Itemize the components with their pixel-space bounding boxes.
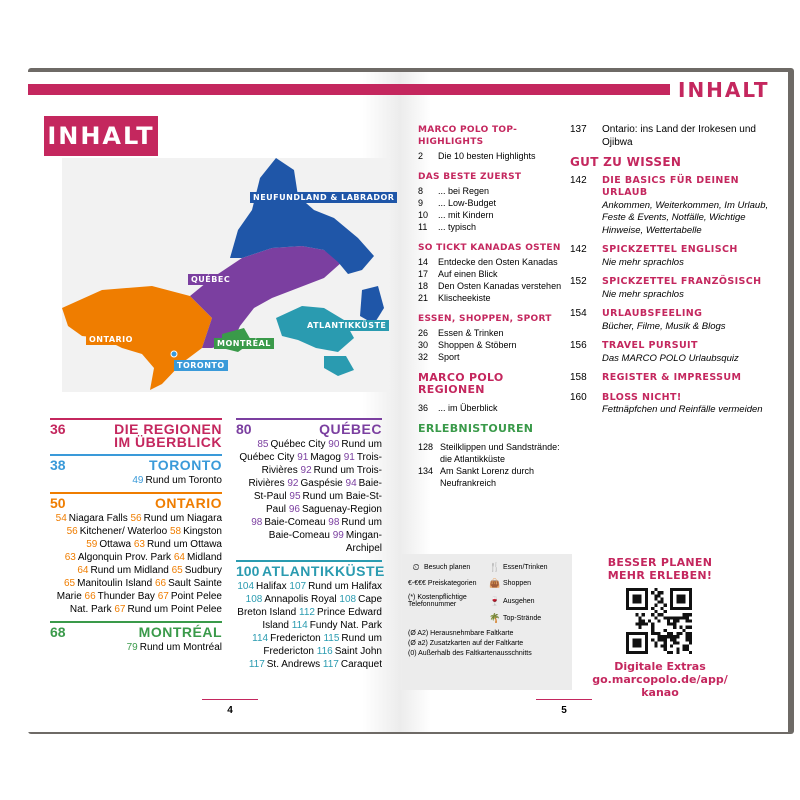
legend-left-label: €-€€€ Preiskategorien (408, 580, 477, 587)
toc-entry-page: 8 (418, 186, 424, 196)
region-title: ATLANTIKKÜSTE (262, 563, 385, 579)
toc-entry[interactable] (570, 175, 778, 238)
toc-entry-page: 21 (418, 293, 429, 303)
region-item-page: 108 (245, 594, 263, 605)
legend-row (408, 578, 566, 589)
toc-entry-title: DIE BASICS FÜR DEINEN URLAUB (602, 174, 740, 198)
toc-entry (570, 124, 778, 149)
toc-entry-page: 128 (418, 442, 434, 452)
legend-fine-line: (0) Außerhalb des Faltkartenausschnitts (408, 650, 532, 657)
region-item-page: 66 (84, 591, 96, 602)
map-marker-toronto (171, 351, 177, 357)
toc-entry-title: BLOSS NICHT! (602, 391, 682, 403)
region-item-page: 79 (126, 642, 138, 653)
toc-entry[interactable] (418, 150, 568, 162)
toc-group-heading: DAS BESTE ZUERST (418, 172, 522, 182)
region-item-title[interactable]: Magog (310, 452, 341, 463)
toc-entry-title: ... Low-Budget (438, 198, 497, 208)
toc-entry-title: ... typisch (438, 222, 477, 232)
region-item-title[interactable]: Ottawa (99, 539, 132, 550)
toc-entry-page: 18 (418, 281, 429, 291)
region-item-title[interactable]: Rund um Toronto (145, 475, 222, 486)
legend-rows (408, 562, 566, 624)
region-item-page: 98 (251, 517, 263, 528)
toc-entry-page: 134 (418, 466, 434, 476)
region-section-head[interactable] (50, 418, 222, 449)
toc-entry-title: Den Osten Kanadas verstehen (438, 281, 562, 291)
toc-entry-page: 30 (418, 340, 429, 350)
legend-left-label: (*) Kostenpflichtige Telefonnummer (408, 594, 467, 608)
map-label-quebec: QUÉBEC (188, 274, 233, 285)
region-column-2 (236, 418, 385, 676)
region-item-title[interactable]: Kingston (183, 526, 222, 537)
toc-entry-title: Die 10 besten Highlights (438, 151, 536, 161)
toc-entry[interactable] (570, 340, 778, 365)
left-page-title: INHALT (44, 116, 158, 156)
region-item-title[interactable]: Rund um Baie-Comeau (268, 517, 382, 541)
qr-code-icon[interactable] (626, 588, 692, 654)
region-item-page: 96 (288, 504, 300, 515)
toc-group (418, 372, 568, 414)
region-column-1 (50, 418, 222, 659)
toc-entry[interactable] (570, 308, 778, 333)
region-item-title[interactable]: Thunder Bay (97, 591, 155, 602)
region-items (236, 438, 382, 555)
region-item-page: 92 (300, 465, 312, 476)
right-page (400, 72, 788, 732)
legend-right (487, 596, 566, 607)
toc-entry-title: Am Sankt Lorenz durch Neufrankreich (440, 466, 535, 488)
toc-entry-page: 142 (570, 174, 587, 186)
region-section (50, 418, 222, 449)
toc-entry-title: Entdecke den Osten Kanadas (438, 257, 558, 267)
region-item-title[interactable]: Caraquet (340, 659, 382, 670)
toc-entry[interactable] (570, 392, 778, 417)
region-item-title[interactable]: Saguenay-Region (301, 504, 382, 515)
legend-right-label: Top-Strände (503, 615, 542, 622)
right-top-bar (400, 84, 670, 95)
page-number-right: 5 (544, 705, 584, 716)
toc-entry-page: 154 (570, 308, 587, 319)
toc-group-heading: ESSEN, SHOPPEN, SPORT (418, 314, 552, 324)
toc-entry-body (602, 175, 778, 238)
region-item-page: 64 (77, 565, 89, 576)
toc-entry-title: Ontario: ins Land der Irokesen und Ojibwa (602, 124, 756, 148)
map-label-newfoundland: NEUFUNDLAND & LABRADOR (250, 192, 397, 203)
region-items (50, 641, 222, 654)
map-label-toronto: TORONTO (174, 360, 228, 371)
region-item-page: 115 (323, 633, 340, 644)
region-section (50, 454, 222, 487)
toc-entry[interactable] (418, 327, 568, 339)
region-item-title[interactable]: Rund um Baie-St-Paul (266, 491, 382, 515)
region-item-page: 114 (291, 620, 308, 631)
right-big-column (570, 124, 778, 424)
toc-entry-page: 137 (570, 124, 587, 135)
toc-entry-page: 11 (418, 222, 428, 232)
region-item-page: 65 (63, 578, 76, 589)
region-item-title[interactable]: Rund um Halifax (308, 581, 382, 592)
region-item-title[interactable]: Québec City (270, 439, 326, 450)
toc-entry-page: 17 (418, 269, 429, 279)
right-page-title: INHALT (678, 78, 770, 102)
region-item-title[interactable]: Algonquin Prov. Park (77, 552, 172, 563)
toc-entry[interactable] (418, 221, 568, 233)
region-section (236, 418, 382, 555)
legend-row (408, 613, 566, 624)
region-item-page: 107 (289, 581, 307, 592)
region-item-page: 95 (289, 491, 301, 502)
toc-entry-body (602, 340, 739, 365)
region-item-page: 56 (130, 513, 142, 524)
toc-entry[interactable] (570, 372, 778, 385)
region-item-page: 94 (345, 478, 357, 489)
toc-entry[interactable] (418, 465, 568, 489)
toc-entry-subtitle: Nie mehr sprachlos (602, 256, 684, 268)
region-item-title[interactable]: Niagara Falls (68, 513, 128, 524)
region-item-page: 117 (248, 659, 265, 670)
legend-left-label: Besuch planen (424, 564, 471, 571)
region-page-number: 38 (50, 457, 66, 473)
toc-entry-page: 160 (570, 391, 587, 403)
fork-knife-icon: 🍴 (489, 562, 501, 572)
region-page-number: 36 (50, 421, 66, 437)
region-page-number: 50 (50, 495, 66, 511)
toc-entry-page: 142 (570, 244, 587, 255)
legend-right (487, 578, 566, 589)
toc-entry[interactable] (418, 256, 568, 268)
region-title: MONTRÉAL (138, 624, 222, 640)
region-item-title[interactable]: Fundy Nat. Park (309, 620, 382, 631)
legend-left (408, 594, 487, 608)
region-item-page: 66 (154, 578, 167, 589)
toc-entry[interactable] (418, 209, 568, 221)
legend-left (408, 580, 487, 587)
region-item-page: 116 (316, 646, 333, 657)
toc-entry-page: 156 (570, 340, 587, 351)
legend-right-label: Essen/Trinken (503, 564, 548, 571)
region-item-page: 65 (171, 565, 183, 576)
region-item-title[interactable]: Saint John (334, 646, 382, 657)
region-page-number: 80 (236, 421, 252, 437)
region-items (236, 580, 382, 671)
region-section-head[interactable] (50, 621, 222, 639)
region-item-page: 117 (322, 659, 339, 670)
toc-entry-page: 152 (570, 276, 587, 287)
region-title: QUÉBEC (319, 421, 382, 437)
map-label-ontario: ONTARIO (86, 334, 136, 345)
region-item-title[interactable]: Manitoulin Island (77, 578, 153, 589)
map-label-atlantik: ATLANTIKKÜSTE (304, 320, 389, 331)
region-item-title[interactable]: Sault Sainte Marie (56, 578, 222, 602)
gut-zu-wissen-list (570, 175, 778, 417)
region-page-number: 68 (50, 624, 66, 640)
toc-group (418, 313, 568, 363)
promo-link-url-1[interactable]: go.marcopolo.de/app/ (592, 673, 728, 686)
left-top-bar (28, 84, 400, 95)
region-item-page: 99 (332, 530, 344, 541)
toc-group (418, 124, 568, 162)
toc-entry-title: Auf einen Blick (438, 269, 498, 279)
toc-entry[interactable] (418, 268, 568, 280)
region-item-title[interactable]: Rund um Trois-Rivières (248, 465, 382, 489)
region-section-head[interactable] (50, 492, 222, 510)
toc-entry-title: SPICKZETTEL FRANZÖSISCH (602, 276, 762, 287)
toc-group-heading: MARCO POLO TOP-HIGHLIGHTS (418, 125, 518, 147)
toc-entry-title: ... mit Kindern (438, 210, 494, 220)
legend-right-label: Shoppen (503, 580, 532, 587)
region-item-title[interactable]: Baie-Comeau (264, 517, 326, 528)
page-number-left: 4 (210, 705, 250, 716)
region-item-title[interactable]: Halifax (256, 581, 287, 592)
toc-entry-title: URLAUBSFEELING (602, 308, 703, 319)
toc-group-heading: SO TICKT KANADAS OSTEN (418, 243, 561, 253)
shopping-bag-icon: 👜 (489, 578, 501, 588)
region-section (236, 560, 385, 671)
region-item-title[interactable]: Rund um Ottawa (146, 539, 222, 550)
toc-entry-page: 10 (418, 210, 429, 220)
region-title: DIE REGIONEN IM ÜBERBLICK (114, 421, 222, 450)
toc-entry-page: 158 (570, 372, 587, 383)
toc-entry-title: Shoppen & Stöbern (438, 340, 517, 350)
toc-group (418, 423, 568, 489)
palm-tree-icon: 🌴 (489, 613, 501, 623)
clock-icon: ⏲ (412, 562, 420, 572)
toc-entry-page: 9 (418, 198, 424, 208)
toc-entry[interactable] (418, 280, 568, 292)
left-page (28, 72, 400, 732)
toc-entry-subtitle: Fettnäpfchen und Reinfälle vermeiden (602, 404, 763, 415)
region-item-title[interactable]: Sudbury (184, 565, 222, 576)
toc-entry[interactable] (570, 276, 778, 301)
legend-left (408, 562, 487, 573)
toc-entry-title: REGISTER & IMPRESSUM (602, 372, 742, 383)
toc-entry[interactable] (570, 244, 778, 269)
region-item-title[interactable]: Kitchener/ Waterloo (79, 526, 168, 537)
region-section-head[interactable] (236, 560, 385, 579)
region-item-page: 59 (86, 539, 98, 550)
legend-fine-line: (Ø A2) Herausnehmbare Faltkarte (408, 630, 514, 637)
toc-entry-title: Steilklippen und Sandstrände: die Atlantikküste (440, 442, 560, 464)
toc-entry[interactable] (418, 402, 568, 414)
toc-entry-subtitle: Nie mehr sprachlos (602, 288, 684, 300)
region-title: ONTARIO (154, 495, 222, 511)
region-item-title[interactable]: Rund um Fredericton (263, 633, 382, 657)
toc-entry-page: 26 (418, 328, 429, 338)
promo-heading (600, 556, 720, 582)
region-item-page: 90 (328, 439, 340, 450)
region-item-page: 67 (157, 591, 169, 602)
region-item-page: 56 (66, 526, 78, 537)
toc-entry-body (602, 392, 763, 417)
toc-entry-body (602, 308, 726, 333)
region-item-page: 63 (133, 539, 145, 550)
toc-entry-title: Sport (438, 352, 460, 362)
legend-row (408, 594, 566, 608)
toc-entry[interactable] (418, 351, 568, 363)
region-item-page: 85 (257, 439, 269, 450)
legend-box (402, 554, 572, 690)
toc-group (418, 171, 568, 233)
region-items (50, 474, 222, 487)
toc-group (418, 242, 568, 304)
toc-entry[interactable] (418, 292, 568, 304)
promo-link-block[interactable] (586, 660, 734, 699)
region-item-title[interactable]: Baie-St-Paul (253, 478, 382, 502)
region-item-title[interactable]: Mingan-Archipel (345, 530, 382, 554)
region-item-page: 108 (339, 594, 357, 605)
region-item-page: 98 (328, 517, 340, 528)
wine-glass-icon: 🍷 (489, 595, 501, 606)
region-item-title[interactable]: Trois-Rivières (261, 452, 382, 476)
toc-entry-page: 32 (418, 352, 429, 362)
right-small-column (418, 124, 568, 498)
region-item-title[interactable]: Annapolis Royal (264, 594, 337, 605)
region-item-page: 112 (299, 607, 315, 618)
legend-fine-print (408, 629, 566, 659)
promo-link-url-2[interactable]: kanao (641, 686, 679, 699)
toc-entry-subtitle: Ankommen, Weiterkommen, Im Urlaub, Feste & Events, Notfälle, Wichtige Hinweise, Wettertabelle (602, 199, 769, 236)
promo-line-1: BESSER PLANEN (607, 556, 713, 569)
region-item-title[interactable]: Rund um Point Pelee (127, 604, 222, 615)
toc-group-heading: MARCO POLO REGIONEN (418, 371, 504, 396)
region-item-page: 63 (64, 552, 76, 563)
region-item-title[interactable]: Rund um Québec City (239, 439, 382, 463)
gut-zu-wissen-heading: GUT ZU WISSEN (570, 155, 682, 169)
legend-right (487, 562, 566, 573)
region-item-page: 54 (55, 513, 67, 524)
toc-entry[interactable] (418, 197, 568, 209)
map-region-atlantik-island (324, 356, 354, 376)
map-region-ontario (62, 286, 212, 390)
region-section-head[interactable] (236, 418, 382, 436)
region-item-page: 91 (343, 452, 355, 463)
region-items (50, 512, 222, 616)
region-item-page: 67 (114, 604, 126, 615)
toc-entry-title: ... im Überblick (438, 403, 498, 413)
region-item-title[interactable]: Cape Breton Island (237, 594, 382, 618)
toc-entry-subtitle: Bücher, Filme, Musik & Blogs (602, 320, 726, 332)
toc-entry-body (602, 372, 741, 385)
toc-entry-page: 2 (418, 151, 424, 161)
region-item-title[interactable]: Midland (186, 552, 222, 563)
toc-entry-title: SPICKZETTEL ENGLISCH (602, 244, 738, 255)
region-item-title[interactable]: Rund um Niagara (143, 513, 222, 524)
region-item-page: 104 (237, 581, 255, 592)
map-region-newfoundland-island (360, 286, 384, 324)
toc-entry[interactable] (418, 339, 568, 351)
region-item-page: 49 (132, 475, 144, 486)
region-section (50, 492, 222, 616)
region-item-title[interactable]: Rund um Montréal (139, 642, 222, 653)
promo-line-2: MEHR ERLEBEN! (607, 569, 713, 582)
legend-fine-line: (Ø a2) Zusatzkarten auf der Faltkarte (408, 640, 524, 647)
region-item-title[interactable]: Prince Edward Island (262, 607, 382, 631)
toc-entry-title: Klischeekiste (438, 293, 491, 303)
toc-entry[interactable] (418, 185, 568, 197)
region-item-page: 64 (173, 552, 185, 563)
legend-row (408, 562, 566, 573)
legend-right-label: Ausgehen (503, 597, 535, 605)
region-item-title[interactable]: St. Andrews (266, 659, 321, 670)
region-title: TORONTO (149, 457, 222, 473)
toc-entry-subtitle: Das MARCO POLO Urlaubsquiz (602, 352, 739, 364)
toc-entry-page: 14 (418, 257, 429, 267)
region-item-page: 92 (287, 478, 299, 489)
region-item-page: 91 (297, 452, 309, 463)
legend-right (487, 613, 566, 624)
toc-entry-body (602, 244, 738, 269)
toc-entry-page: 36 (418, 403, 429, 413)
toc-entry-title: ... bei Regen (438, 186, 490, 196)
region-item-page: 58 (169, 526, 182, 537)
region-section-head[interactable] (50, 454, 222, 472)
region-item-title[interactable]: Point Pelee Nat. Park (69, 591, 222, 615)
region-item-title[interactable]: Gaspésie (300, 478, 343, 489)
region-item-title[interactable]: Rund um Midland (90, 565, 169, 576)
toc-entry-title: Essen & Trinken (438, 328, 504, 338)
region-section (50, 621, 222, 654)
promo-link-label: Digitale Extras (614, 660, 706, 673)
region-item-page: 114 (252, 633, 269, 644)
region-item-title[interactable]: Fredericton (270, 633, 321, 644)
toc-entry[interactable] (418, 441, 568, 465)
toc-group-heading: ERLEBNISTOUREN (418, 422, 534, 435)
region-page-number: 100 (236, 563, 260, 579)
toc-entry-body (602, 276, 762, 301)
map-label-montreal: MONTRÉAL (214, 338, 274, 349)
toc-entry-title: TRAVEL PURSUIT (602, 340, 698, 351)
